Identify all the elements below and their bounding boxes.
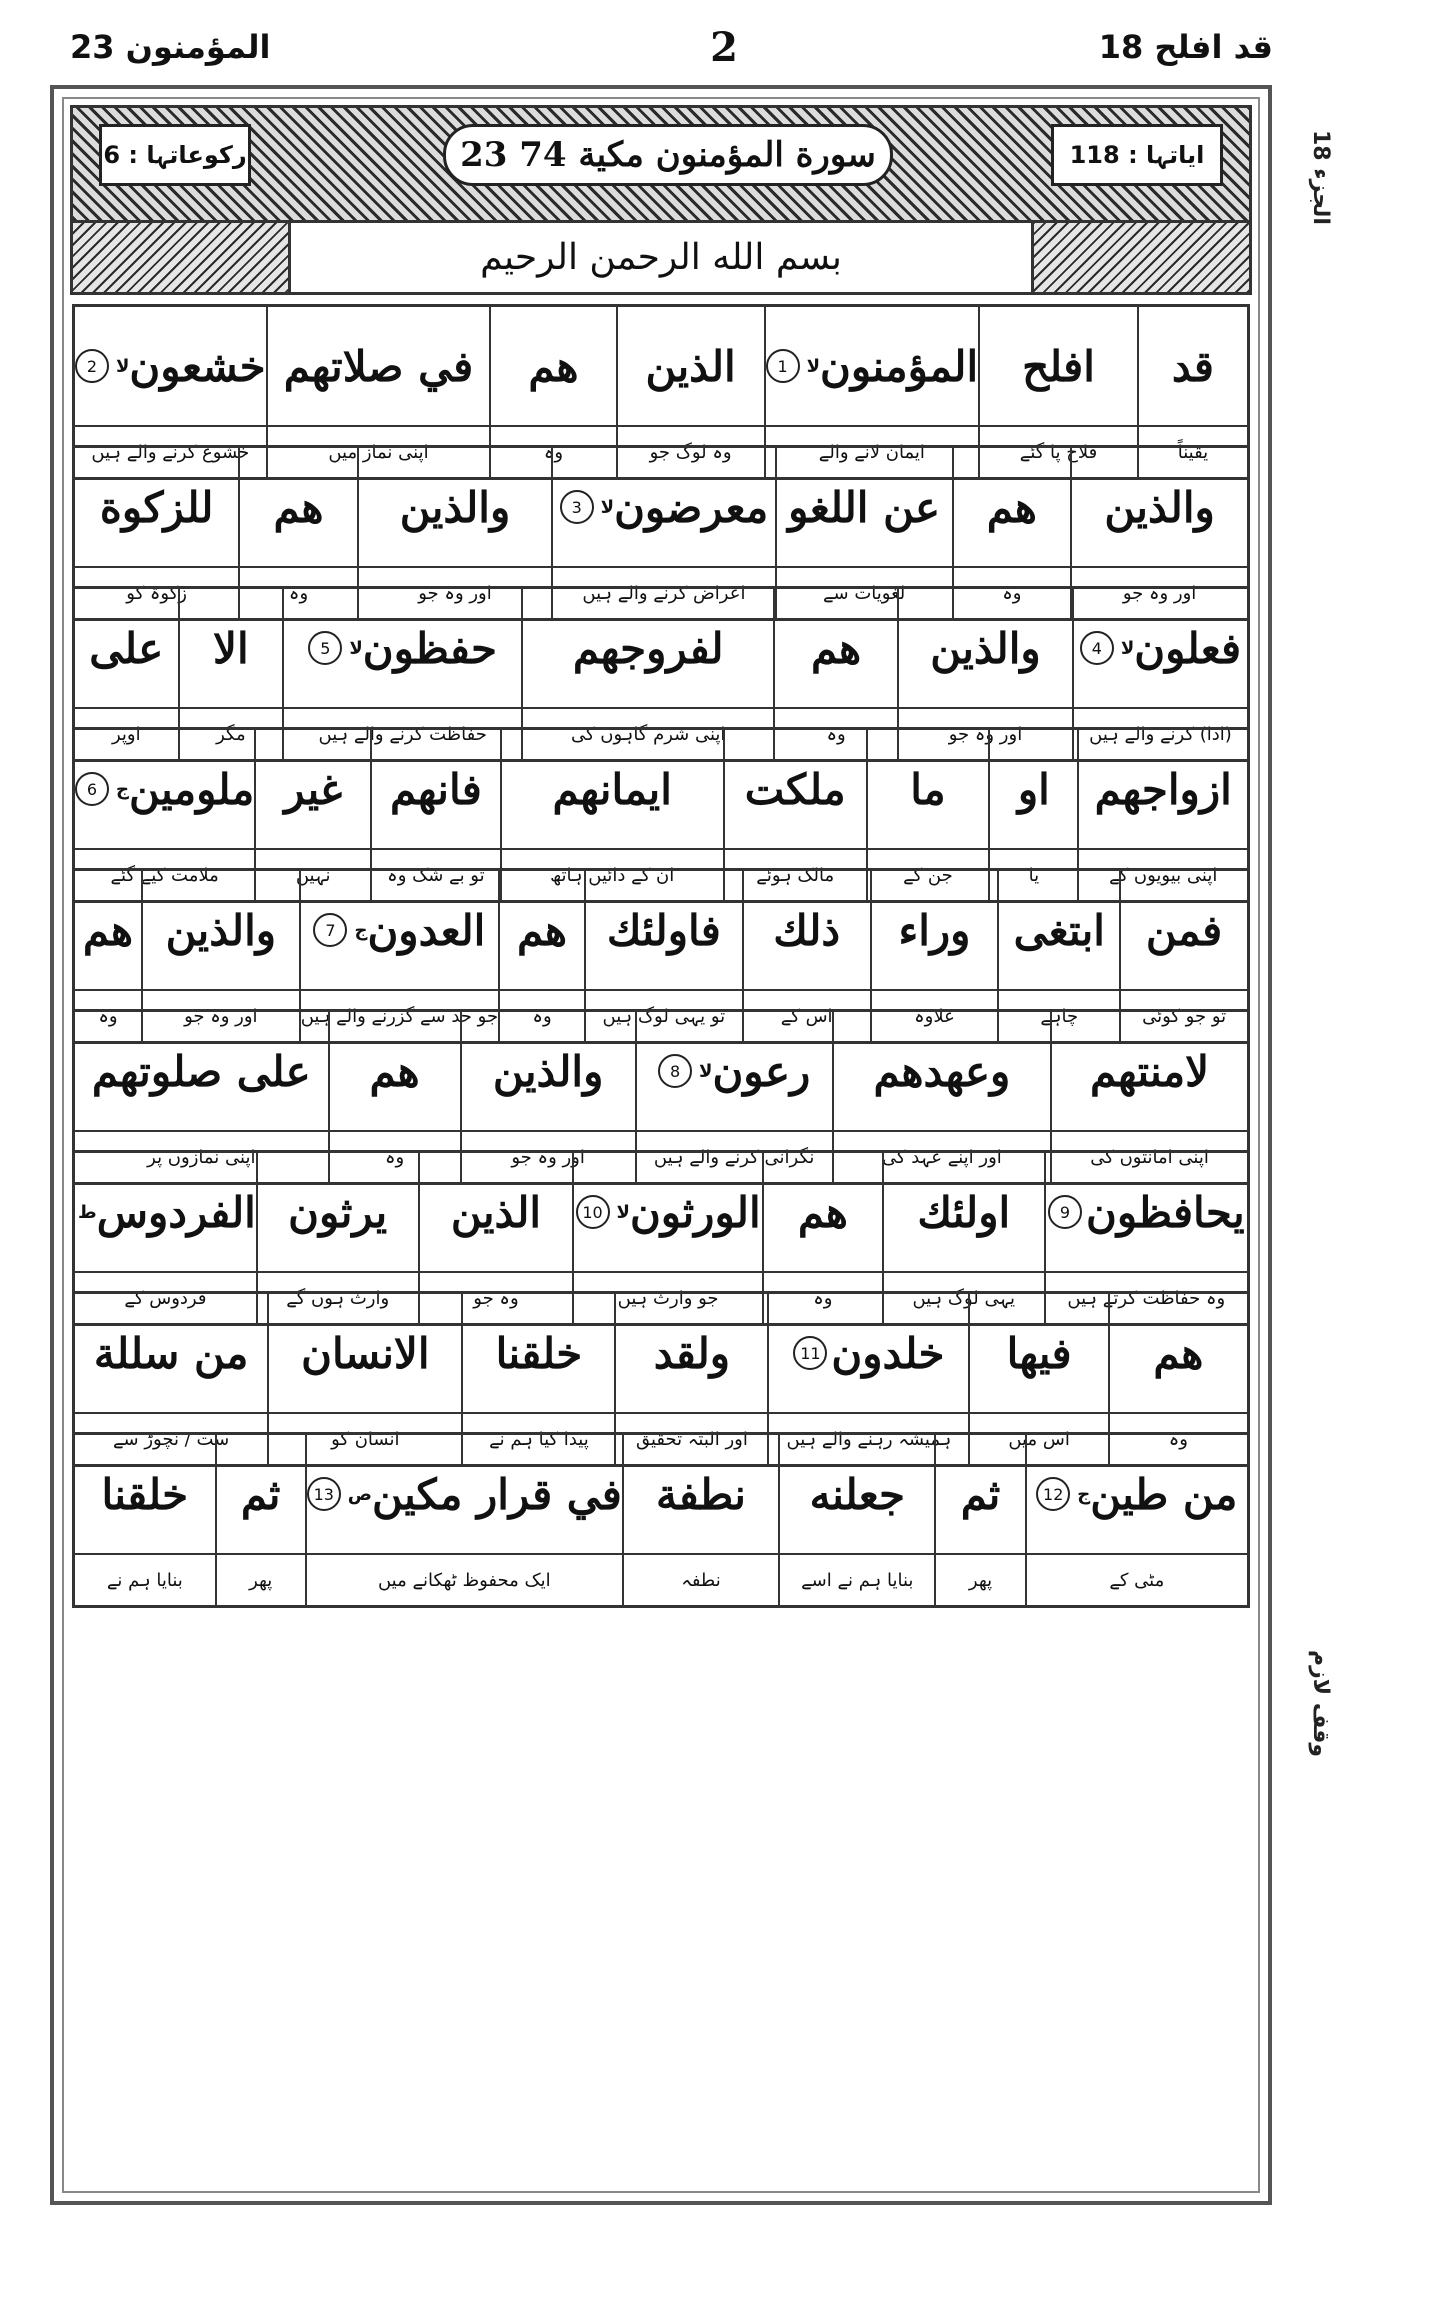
arabic-text: هم bbox=[516, 905, 568, 955]
arabic-word bbox=[1139, 307, 1247, 427]
urdu-meaning: ان کے دائیں ہاتھ bbox=[550, 864, 675, 886]
arabic-word bbox=[75, 589, 178, 709]
arabic-text: على صلوتهم bbox=[91, 1046, 311, 1096]
urdu-meaning: اپنی شرم گاہوں کی bbox=[570, 723, 726, 745]
arabic-word bbox=[269, 1294, 461, 1414]
arabic-text: هم bbox=[528, 341, 579, 391]
urdu-meaning: وہ bbox=[384, 1146, 405, 1168]
arabic-text: والذين bbox=[930, 623, 1041, 673]
urdu-meaning: نہیں bbox=[295, 864, 331, 886]
urdu-meaning: ایک محفوظ ٹھکانے میں bbox=[377, 1569, 551, 1591]
urdu-meaning: جو حد سے گزرنے والے ہیں bbox=[300, 1005, 499, 1027]
arabic-text: والذين bbox=[165, 905, 277, 955]
arabic-word bbox=[624, 1435, 778, 1555]
arabic-text: فانهم bbox=[389, 764, 482, 814]
arabic-word bbox=[75, 1153, 256, 1273]
arabic-word bbox=[1079, 730, 1247, 850]
arabic-text: قد bbox=[1171, 341, 1215, 391]
arabic-text: هم bbox=[82, 905, 134, 955]
arabic-text: ذلك bbox=[773, 905, 841, 955]
urdu-meaning: وہ bbox=[1168, 1428, 1188, 1450]
arabic-text: خلدون bbox=[831, 1328, 945, 1378]
waqf-mark: لا bbox=[116, 355, 130, 377]
urdu-meaning: وہ bbox=[543, 441, 564, 463]
ayat-count: ایاتہا : 118 bbox=[1051, 124, 1223, 186]
urdu-meaning: بنایا ہم نے bbox=[106, 1569, 183, 1591]
arabic-word bbox=[240, 448, 357, 568]
urdu-meaning: اور وہ جو bbox=[511, 1146, 585, 1168]
arabic-text: غير bbox=[284, 764, 343, 814]
arabic-word bbox=[256, 730, 370, 850]
arabic-text: هم bbox=[369, 1046, 420, 1096]
arabic-word bbox=[899, 589, 1072, 709]
arabic-word bbox=[75, 730, 254, 850]
arabic-word bbox=[491, 307, 615, 427]
page-number: 2 bbox=[710, 24, 738, 71]
urdu-meaning: وارث ہوں گے bbox=[286, 1287, 390, 1309]
arabic-word bbox=[462, 1012, 635, 1132]
word-cell bbox=[75, 1435, 215, 1605]
arabic-word bbox=[284, 589, 521, 709]
urdu-meaning: اپنی بیویوں کے bbox=[1109, 864, 1218, 886]
urdu-meaning: خشوع کرنے والے ہیں bbox=[91, 441, 250, 463]
arabic-text: على bbox=[89, 623, 164, 673]
arabic-text: فمن bbox=[1145, 905, 1223, 955]
arabic-word bbox=[372, 730, 499, 850]
arabic-word bbox=[725, 730, 866, 850]
urdu-meaning: (ادا) کرنے والے ہیں bbox=[1089, 723, 1232, 745]
arabic-text: في قرار مكين bbox=[371, 1469, 622, 1519]
urdu-meaning: اوپر bbox=[111, 723, 141, 745]
urdu-meaning: تو جو کوئی bbox=[1142, 1005, 1227, 1027]
arabic-word bbox=[616, 1294, 767, 1414]
arabic-text: وراء bbox=[898, 905, 971, 955]
waqf-mark: لا bbox=[806, 355, 820, 377]
arabic-word bbox=[217, 1435, 305, 1555]
arabic-word bbox=[1110, 1294, 1247, 1414]
urdu-meaning: حفاظت کرنے والے ہیں bbox=[318, 723, 487, 745]
arabic-word bbox=[884, 1153, 1044, 1273]
arabic-word bbox=[1046, 1153, 1247, 1273]
arabic-word bbox=[872, 871, 998, 991]
urdu-meaning: وہ bbox=[826, 723, 846, 745]
arabic-text: والذين bbox=[399, 482, 511, 532]
ayah-number: 5 bbox=[308, 631, 342, 665]
urdu-meaning: اعراض کرنے والے ہیں bbox=[582, 582, 746, 604]
arabic-text: هم bbox=[797, 1187, 848, 1237]
arabic-word bbox=[330, 1012, 460, 1132]
urdu-meaning: فلاح پا گئے bbox=[1019, 441, 1098, 463]
surah-header bbox=[70, 105, 1252, 223]
waqf-mark: لا bbox=[1120, 637, 1135, 659]
urdu-meaning: یا bbox=[1028, 864, 1040, 886]
arabic-text: هم bbox=[811, 623, 862, 673]
waqf-mark: ج bbox=[115, 778, 129, 800]
urdu-meaning: ملامت کیے گئے bbox=[110, 864, 219, 886]
arabic-word bbox=[970, 1294, 1107, 1414]
arabic-text: ابتغى bbox=[1013, 905, 1105, 955]
arabic-word bbox=[75, 307, 266, 427]
arabic-text: فيها bbox=[1006, 1328, 1072, 1378]
surah-running-header: المؤمنون 23 bbox=[70, 28, 271, 66]
arabic-word bbox=[744, 871, 870, 991]
urdu-meaning: اپنی نمازوں پر bbox=[147, 1146, 256, 1168]
urdu-meaning: پیدا کیا ہم نے bbox=[489, 1428, 589, 1450]
arabic-word bbox=[301, 871, 498, 991]
arabic-word bbox=[523, 589, 773, 709]
arabic-word bbox=[75, 448, 238, 568]
arabic-text: ملومين bbox=[128, 764, 255, 814]
waqf-mark: ص bbox=[347, 1483, 372, 1505]
arabic-word bbox=[500, 871, 584, 991]
ruku-count: رکوعاتہا : 6 bbox=[99, 124, 251, 186]
arabic-word bbox=[780, 1435, 934, 1555]
urdu-meaning: تو بے شک وہ bbox=[387, 864, 485, 886]
arabic-text: ما bbox=[910, 764, 946, 814]
ayah-number: 12 bbox=[1036, 1477, 1070, 1511]
urdu-meaning: اور وہ جو bbox=[1122, 582, 1197, 604]
arabic-text: خلقنا bbox=[101, 1469, 189, 1519]
arabic-text: ثم bbox=[240, 1469, 281, 1519]
urdu-meaning: اور البتہ تحقیق bbox=[635, 1428, 748, 1450]
arabic-word bbox=[463, 1294, 614, 1414]
waqf-mark: لا bbox=[600, 496, 615, 518]
arabic-text: الورثون bbox=[629, 1187, 761, 1237]
page-top-bar bbox=[0, 24, 1448, 78]
ayah-number: 10 bbox=[576, 1195, 610, 1229]
ayah-number: 9 bbox=[1048, 1195, 1082, 1229]
arabic-text: الذين bbox=[450, 1187, 542, 1237]
arabic-word bbox=[75, 871, 141, 991]
arabic-text: لفروجهم bbox=[572, 623, 724, 673]
urdu-meaning: وہ bbox=[98, 1005, 118, 1027]
urdu-meaning: انسان کو bbox=[331, 1428, 400, 1450]
urdu-meaning: پھر bbox=[968, 1569, 993, 1591]
urdu-meaning: مالک ہوئے bbox=[756, 864, 835, 886]
arabic-word bbox=[764, 1153, 882, 1273]
arabic-text: خشعون bbox=[129, 341, 266, 391]
ayah-number: 13 bbox=[307, 1477, 341, 1511]
word-cell bbox=[778, 1435, 934, 1605]
arabic-word bbox=[1121, 871, 1247, 991]
urdu-meaning: ایمان لانے والے bbox=[818, 441, 925, 463]
arabic-word bbox=[868, 730, 989, 850]
arabic-text: نطفة bbox=[656, 1469, 746, 1519]
urdu-meaning: چاہے bbox=[1040, 1005, 1079, 1027]
waqf-mark: لا bbox=[349, 637, 363, 659]
urdu-meaning: وہ bbox=[1002, 582, 1022, 604]
arabic-text: ايمانهم bbox=[552, 764, 672, 814]
arabic-text: هم bbox=[986, 482, 1037, 532]
urdu-meaning: اس میں bbox=[1008, 1428, 1070, 1450]
urdu-meaning: اپنی امانتوں کی bbox=[1090, 1146, 1209, 1168]
arabic-text: هم bbox=[1153, 1328, 1204, 1378]
urdu-meaning: مٹی کے bbox=[1109, 1569, 1165, 1591]
urdu-meaning: اور وہ جو bbox=[184, 1005, 258, 1027]
arabic-word bbox=[1027, 1435, 1247, 1555]
juz-running-header: قد افلح 18 bbox=[1098, 28, 1273, 66]
arabic-text: ملكت bbox=[744, 764, 846, 814]
arabic-text: او bbox=[1017, 764, 1050, 814]
surah-title: 23 سورة المؤمنون مكية 74 bbox=[443, 124, 893, 186]
arabic-word bbox=[586, 871, 742, 991]
arabic-text: الانسان bbox=[301, 1328, 430, 1378]
urdu-meaning: وہ جو bbox=[473, 1287, 519, 1309]
arabic-text: الفردوس bbox=[96, 1187, 256, 1237]
arabic-text: فاولئك bbox=[606, 905, 721, 955]
urdu-meaning: بنایا ہم نے اسے bbox=[801, 1569, 914, 1591]
urdu-meaning: اپنی نماز میں bbox=[328, 441, 429, 463]
arabic-word bbox=[180, 589, 283, 709]
ayah-number: 4 bbox=[1080, 631, 1114, 665]
bismillah: بسم الله الرحمن الرحيم bbox=[288, 223, 1034, 292]
urdu-meaning: نطفہ bbox=[681, 1569, 721, 1591]
ayah-number: 2 bbox=[75, 349, 109, 383]
arabic-text: الا bbox=[213, 623, 249, 673]
arabic-text: خلقنا bbox=[495, 1328, 583, 1378]
arabic-word bbox=[1072, 448, 1247, 568]
urdu-meaning: جو وارث ہیں bbox=[617, 1287, 719, 1309]
arabic-word bbox=[1074, 589, 1247, 709]
urdu-meaning: وہ bbox=[532, 1005, 552, 1027]
arabic-text: جعلنه bbox=[809, 1469, 905, 1519]
ayah-number: 1 bbox=[766, 349, 800, 383]
arabic-text: حفظون bbox=[362, 623, 497, 673]
urdu-meaning: یہی لوگ ہیں bbox=[912, 1287, 1016, 1309]
arabic-text: افلح bbox=[1022, 341, 1095, 391]
urdu-meaning: اور وہ جو bbox=[948, 723, 1023, 745]
arabic-word bbox=[75, 1294, 267, 1414]
waqf-mark: لا bbox=[616, 1201, 630, 1223]
arabic-word bbox=[999, 871, 1119, 991]
arabic-text: في صلاتهم bbox=[283, 341, 474, 391]
arabic-word bbox=[574, 1153, 762, 1273]
arabic-word bbox=[553, 448, 775, 568]
urdu-meaning: جن کے bbox=[903, 864, 953, 886]
arabic-word bbox=[980, 307, 1137, 427]
urdu-meaning: اس کے bbox=[780, 1005, 833, 1027]
word-cell bbox=[622, 1435, 778, 1605]
juz-side-label: الجزء 18 bbox=[1308, 130, 1333, 225]
arabic-text: من سللة bbox=[93, 1328, 249, 1378]
waqf-side-label: وقف لازم bbox=[1308, 1650, 1333, 1758]
arabic-word bbox=[637, 1012, 832, 1132]
arabic-word bbox=[258, 1153, 418, 1273]
urdu-meaning: مگر bbox=[216, 723, 246, 745]
bismillah-band bbox=[70, 223, 1252, 295]
arabic-text: ولقد bbox=[653, 1328, 731, 1378]
arabic-word bbox=[143, 871, 299, 991]
arabic-text: والذين bbox=[492, 1046, 604, 1096]
arabic-text: معرضون bbox=[614, 482, 769, 532]
arabic-text: ثم bbox=[960, 1469, 1001, 1519]
arabic-word bbox=[1052, 1012, 1247, 1132]
arabic-word bbox=[75, 1435, 215, 1555]
word-block bbox=[72, 1432, 1250, 1608]
urdu-meaning: پھر bbox=[249, 1569, 273, 1591]
arabic-word bbox=[936, 1435, 1024, 1555]
arabic-word bbox=[990, 730, 1077, 850]
arabic-word bbox=[75, 1012, 328, 1132]
arabic-text: يحافظون bbox=[1085, 1187, 1245, 1237]
arabic-word bbox=[775, 589, 897, 709]
arabic-word bbox=[420, 1153, 573, 1273]
waqf-mark: ج bbox=[354, 919, 368, 941]
urdu-meaning: زکوۃ کو bbox=[126, 582, 187, 604]
urdu-meaning: فردوس کے bbox=[124, 1287, 207, 1309]
word-cell bbox=[215, 1435, 305, 1605]
arabic-text: ازواجهم bbox=[1094, 764, 1232, 814]
arabic-word bbox=[834, 1012, 1051, 1132]
word-cell bbox=[305, 1435, 622, 1605]
word-cell bbox=[1025, 1435, 1247, 1605]
arabic-text: رعون bbox=[712, 1046, 811, 1096]
arabic-text: يرثون bbox=[288, 1187, 388, 1237]
arabic-text: اولئك bbox=[917, 1187, 1011, 1237]
arabic-word bbox=[268, 307, 490, 427]
urdu-meaning: وہ حفاظت کرتے ہیں bbox=[1067, 1287, 1226, 1309]
urdu-meaning: اور وہ جو bbox=[418, 582, 492, 604]
arabic-text: المؤمنون bbox=[819, 341, 979, 391]
arabic-word bbox=[359, 448, 551, 568]
arabic-text: هم bbox=[273, 482, 324, 532]
urdu-meaning: ہمیشہ رہنے والے ہیں bbox=[786, 1428, 952, 1450]
arabic-word bbox=[502, 730, 723, 850]
urdu-meaning: اور اپنے عہد کی bbox=[881, 1146, 1002, 1168]
arabic-text: للزكوة bbox=[99, 482, 214, 532]
urdu-meaning: یقیناً bbox=[1177, 441, 1209, 463]
arabic-word bbox=[954, 448, 1071, 568]
ayah-number: 6 bbox=[75, 772, 109, 806]
arabic-text: عن اللغو bbox=[788, 482, 941, 532]
arabic-text: الذين bbox=[645, 341, 736, 391]
arabic-text: العدون bbox=[367, 905, 486, 955]
arabic-word bbox=[769, 1294, 968, 1414]
waqf-mark: ج bbox=[1077, 1483, 1091, 1505]
waqf-mark: لا bbox=[699, 1060, 713, 1082]
arabic-word bbox=[307, 1435, 622, 1555]
ayah-number: 8 bbox=[658, 1054, 692, 1088]
urdu-meaning: علاوہ bbox=[914, 1005, 955, 1027]
ayah-number: 11 bbox=[793, 1336, 827, 1370]
arabic-word bbox=[766, 307, 979, 427]
arabic-text: وعهدهم bbox=[873, 1046, 1011, 1096]
urdu-meaning: نگرانی کرنے والے ہیں bbox=[653, 1146, 815, 1168]
page-frame bbox=[50, 85, 1272, 2205]
urdu-meaning: ست / نچوڑ سے bbox=[112, 1428, 230, 1450]
arabic-word bbox=[777, 448, 952, 568]
urdu-meaning: وہ bbox=[288, 582, 309, 604]
urdu-meaning: تو یہی لوگ ہیں bbox=[602, 1005, 726, 1027]
ayah-number: 3 bbox=[560, 490, 594, 524]
word-cell bbox=[934, 1435, 1024, 1605]
ayah-number: 7 bbox=[313, 913, 347, 947]
arabic-word bbox=[618, 307, 764, 427]
urdu-meaning: لغویات سے bbox=[822, 582, 906, 604]
arabic-text: والذين bbox=[1104, 482, 1215, 532]
arabic-text: من طين bbox=[1090, 1469, 1238, 1519]
urdu-meaning: وہ bbox=[813, 1287, 833, 1309]
urdu-meaning: وہ لوگ جو bbox=[649, 441, 732, 463]
arabic-text: فعلون bbox=[1134, 623, 1242, 673]
arabic-text: لامنتهم bbox=[1090, 1046, 1210, 1096]
waqf-mark: ط bbox=[78, 1201, 97, 1223]
